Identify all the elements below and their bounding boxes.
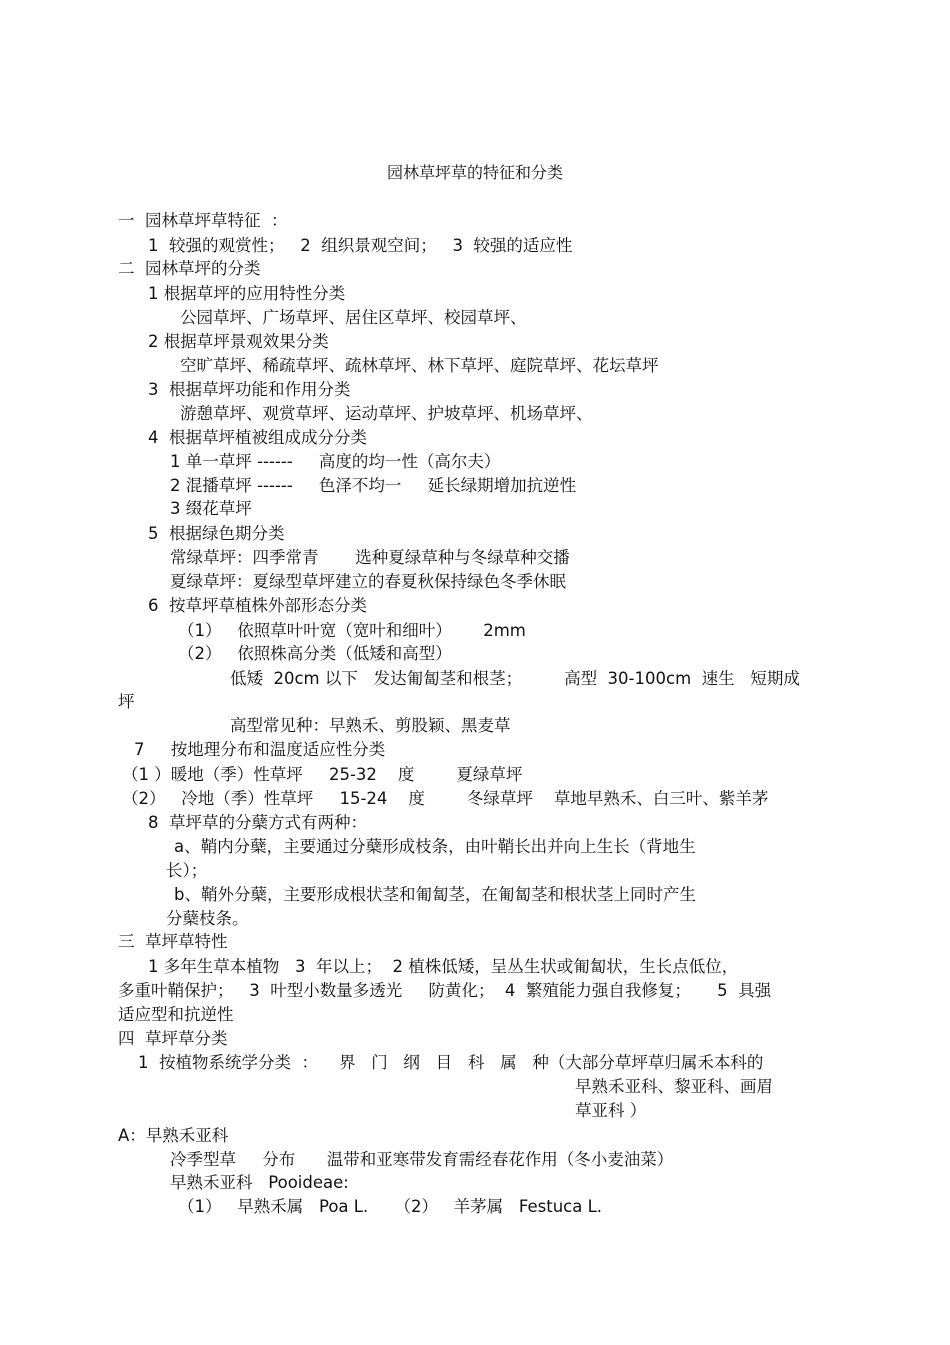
text-line: 适应型和抗逆性 [118, 1005, 234, 1024]
text-line: 4 根据草坪植被组成成分分类 [148, 428, 367, 447]
section-4-heading: 四 草坪草分类 [118, 1029, 228, 1048]
text-line: 坪 [118, 692, 135, 711]
text-line: 1 按植物系统学分类 ： 界 门 纲 目 科 属 种（大部分草坪草归属禾本科的 [138, 1053, 764, 1072]
text-line: 常绿草坪：四季常青 选种夏绿草种与冬绿草种交播 [170, 548, 570, 567]
text-line: 早熟禾亚科 Pooideae: [170, 1173, 349, 1192]
text-line: 公园草坪、广场草坪、居住区草坪、校园草坪、 [180, 308, 527, 327]
section-1-heading: 一 园林草坪草特征 ： [118, 211, 288, 230]
text-line: 2 根据草坪景观效果分类 [148, 332, 329, 351]
text-line: 长）； [166, 861, 208, 880]
text-line: （1） 早熟禾属 Poa L. （2） 羊茅属 Festuca L. [178, 1197, 603, 1216]
text-line: 1 单一草坪 ------ 高度的均一性（高尔夫） [170, 452, 501, 471]
text-line: 多重叶鞘保护； 3 叶型小数量多透光 防黄化； 4 繁殖能力强自我修复； 5 具强 [118, 981, 772, 1000]
text-line: 游憩草坪、观赏草坪、运动草坪、护坡草坪、机场草坪、 [180, 404, 593, 423]
text-line: 3 根据草坪功能和作用分类 [148, 380, 351, 399]
text-line: a、鞘内分蘖，主要通过分蘖形成枝条，由叶鞘长出并向上生长（背地生 [174, 837, 696, 856]
subsection-a-heading: A：早熟禾亚科 [118, 1126, 229, 1145]
section-2-heading: 二 园林草坪的分类 [118, 259, 261, 278]
section-3-heading: 三 草坪草特性 [118, 932, 228, 951]
text-line: （1 ）暖地（季）性草坪 25-32 度 夏绿草坪 [122, 765, 523, 784]
text-line: 7 按地理分布和温度适应性分类 [134, 740, 386, 759]
text-line: 早熟禾亚科、黎亚科、画眉 [575, 1077, 773, 1096]
text-line: 1 根据草坪的应用特性分类 [148, 284, 346, 303]
text-line: 夏绿草坪：夏绿型草坪建立的春夏秋保持绿色冬季休眠 [170, 572, 566, 591]
text-line: b、鞘外分蘖，主要形成根状茎和匍匐茎，在匍匐茎和根状茎上同时产生 [174, 885, 696, 904]
text-line: 1 较强的观赏性； 2 组织景观空间； 3 较强的适应性 [148, 236, 573, 255]
text-line: 6 按草坪草植株外部形态分类 [148, 596, 367, 615]
text-line: 冷季型草 分布 温带和亚寒带发育需经春花作用（冬小麦油菜） [170, 1150, 674, 1169]
text-line: 草亚科 ） [575, 1101, 647, 1120]
text-line: （2） 依照株高分类（低矮和高型） [178, 644, 452, 663]
text-line: 8 草坪草的分蘖方式有两种： [148, 813, 367, 832]
text-line: （1） 依照草叶叶宽（宽叶和细叶） 2mm [178, 621, 526, 640]
text-line: 分蘖枝条。 [166, 909, 249, 928]
text-line: 空旷草坪、稀疏草坪、疏林草坪、林下草坪、庭院草坪、花坛草坪 [180, 356, 659, 375]
text-line: 高型常见种：早熟禾、剪股颖、黑麦草 [230, 716, 511, 735]
text-line: 低矮 20cm 以下 发达匍匐茎和根茎； 高型 30-100cm 速生 短期成 [230, 669, 800, 688]
text-line: 5 根据绿色期分类 [148, 524, 285, 543]
text-line: 3 缀花草坪 [170, 499, 252, 518]
text-line: （2） 冷地（季）性草坪 15-24 度 冬绿草坪 草地早熟禾、白三叶、紫羊茅 [122, 789, 769, 808]
text-line: 2 混播草坪 ------ 色泽不均一 延长绿期增加抗逆性 [170, 476, 577, 495]
page-title: 园林草坪草的特征和分类 [386, 163, 563, 182]
text-line: 1 多年生草本植物 3 年以上； 2 植株低矮，呈丛生状或匍匐状，生长点低位， [148, 957, 739, 976]
